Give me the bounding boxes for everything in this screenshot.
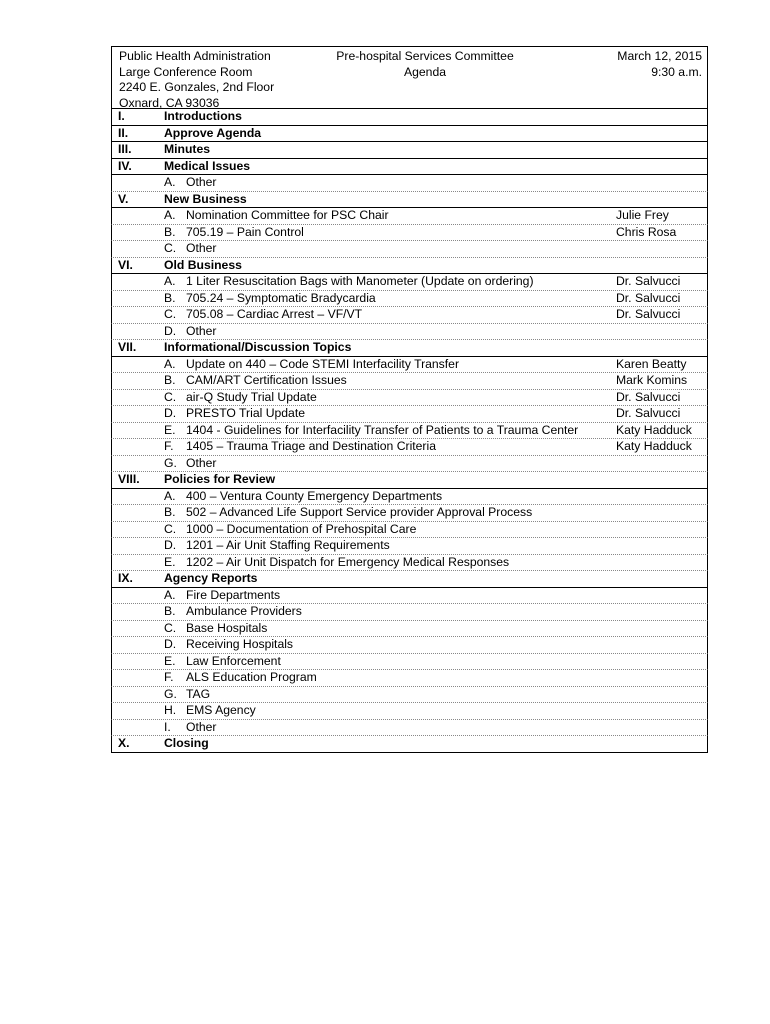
item-presenter: Mark Komins — [616, 373, 688, 387]
item-text: Other — [186, 175, 217, 189]
item-row — [111, 687, 708, 704]
item-letter: D. — [164, 323, 177, 338]
item-row — [111, 406, 708, 423]
item-row — [111, 654, 708, 671]
item-text: Base Hospitals — [186, 620, 268, 635]
item-presenter: Katy Hadduck — [616, 439, 692, 453]
item-row — [111, 637, 708, 654]
section-number: IV. — [118, 158, 132, 173]
item-letter: F. — [164, 439, 174, 453]
title-block — [325, 49, 525, 80]
item-row — [111, 670, 708, 687]
item-letter: A. — [164, 488, 176, 503]
item-letter: H. — [164, 703, 177, 717]
doc-title: Agenda — [403, 64, 447, 79]
item-letter: C. — [164, 620, 177, 635]
item-text: 400 – Ventura County Emergency Departments — [186, 488, 443, 503]
item-presenter: Dr. Salvucci — [616, 290, 681, 305]
item-row — [111, 274, 708, 291]
item-row — [111, 456, 708, 473]
item-presenter: Karen Beatty — [616, 356, 687, 371]
item-letter: I. — [164, 719, 171, 734]
item-text: 1405 – Trauma Triage and Destination Criteria — [186, 439, 436, 453]
section-title: New Business — [164, 191, 247, 206]
item-row — [111, 390, 708, 407]
item-row — [111, 357, 708, 374]
section-row — [111, 109, 708, 126]
item-text: 705.24 – Symptomatic Bradycardia — [186, 290, 376, 305]
item-row — [111, 505, 708, 522]
location-line: Public Health Administration — [119, 49, 271, 63]
section-title: Medical Issues — [164, 158, 251, 173]
item-row — [111, 522, 708, 539]
section-number: VI. — [118, 257, 133, 272]
committee-name: Pre-hospital Services Committee — [336, 49, 514, 63]
item-letter: A. — [164, 356, 176, 371]
item-presenter: Dr. Salvucci — [616, 274, 681, 288]
section-number: VII. — [118, 340, 137, 354]
location-block — [119, 49, 274, 111]
item-letter: D. — [164, 637, 177, 651]
item-presenter: Dr. Salvucci — [616, 406, 681, 420]
section-number: IX. — [118, 571, 133, 585]
item-letter: E. — [164, 554, 176, 569]
section-title: Informational/Discussion Topics — [164, 340, 352, 354]
section-number: I. — [118, 109, 125, 123]
item-row — [111, 241, 708, 258]
item-text: 502 – Advanced Life Support Service provider Approval Process — [186, 505, 533, 519]
section-row — [111, 340, 708, 357]
item-text: 1202 – Air Unit Dispatch for Emergency Medical Responses — [186, 554, 510, 569]
item-text: 1000 – Documentation of Prehospital Care — [186, 521, 417, 536]
section-title: Agency Reports — [164, 571, 258, 585]
item-text: EMS Agency — [186, 703, 256, 717]
item-row — [111, 175, 708, 192]
item-text: CAM/ART Certification Issues — [186, 373, 347, 387]
section-number: II. — [118, 125, 129, 140]
item-letter: C. — [164, 241, 177, 255]
item-letter: B. — [164, 290, 176, 305]
item-text: Ambulance Providers — [186, 604, 302, 618]
section-row — [111, 192, 708, 209]
item-row — [111, 604, 708, 621]
agenda-header — [111, 46, 708, 109]
section-title: Approve Agenda — [164, 125, 262, 140]
section-row — [111, 258, 708, 275]
item-text: Other — [186, 455, 217, 470]
item-row — [111, 307, 708, 324]
item-letter: G. — [164, 686, 177, 701]
item-text: TAG — [186, 686, 211, 701]
section-row — [111, 159, 708, 176]
location-line: Large Conference Room — [119, 64, 253, 79]
section-number: III. — [118, 142, 132, 156]
section-row — [111, 472, 708, 489]
item-letter: A. — [164, 587, 176, 602]
section-row — [111, 571, 708, 588]
section-row — [111, 736, 708, 753]
location-line: 2240 E. Gonzales, 2nd Floor — [119, 80, 275, 94]
item-row — [111, 555, 708, 572]
item-text: Nomination Committee for PSC Chair — [186, 208, 389, 222]
item-row — [111, 291, 708, 308]
section-row — [111, 126, 708, 143]
item-text: 705.08 – Cardiac Arrest – VF/VT — [186, 307, 363, 321]
item-letter: A. — [164, 274, 176, 288]
item-letter: E. — [164, 422, 176, 437]
item-row — [111, 588, 708, 605]
item-text: air-Q Study Trial Update — [186, 389, 317, 404]
item-presenter: Dr. Salvucci — [616, 307, 681, 321]
section-row — [111, 142, 708, 159]
item-row — [111, 703, 708, 720]
item-text: Update on 440 – Code STEMI Interfacility Transfer — [186, 356, 459, 371]
item-row — [111, 324, 708, 341]
section-title: Introductions — [164, 109, 242, 123]
item-letter: D. — [164, 406, 177, 420]
item-text: 1201 – Air Unit Staffing Requirements — [186, 538, 390, 552]
item-presenter: Julie Frey — [616, 208, 669, 222]
section-title: Old Business — [164, 257, 242, 272]
section-number: X. — [118, 736, 130, 750]
item-text: 1 Liter Resuscitation Bags with Manometer (Update on ordering) — [186, 274, 534, 288]
item-text: Other — [186, 323, 217, 338]
section-number: VIII. — [118, 472, 140, 486]
item-row — [111, 538, 708, 555]
meeting-time: 9:30 a.m. — [651, 64, 702, 79]
item-row — [111, 373, 708, 390]
meeting-date: March 12, 2015 — [617, 49, 702, 63]
item-presenter: Katy Hadduck — [616, 422, 692, 437]
item-letter: A. — [164, 208, 176, 222]
item-text: PRESTO Trial Update — [186, 406, 305, 420]
item-row — [111, 720, 708, 737]
item-row — [111, 225, 708, 242]
item-letter: D. — [164, 538, 177, 552]
item-letter: C. — [164, 389, 177, 404]
item-row — [111, 208, 708, 225]
item-row — [111, 621, 708, 638]
item-letter: C. — [164, 521, 177, 536]
agenda-document — [111, 46, 708, 753]
item-letter: B. — [164, 224, 176, 239]
section-title: Policies for Review — [164, 472, 276, 486]
item-row — [111, 423, 708, 440]
item-letter: B. — [164, 373, 176, 387]
item-row — [111, 489, 708, 506]
item-letter: A. — [164, 175, 176, 189]
item-presenter: Dr. Salvucci — [616, 389, 681, 404]
item-letter: E. — [164, 653, 176, 668]
item-text: Other — [186, 719, 217, 734]
item-presenter: Chris Rosa — [616, 224, 677, 239]
item-text: Law Enforcement — [186, 653, 281, 668]
item-letter: B. — [164, 604, 176, 618]
date-block — [617, 49, 702, 80]
agenda-rows — [111, 109, 708, 753]
item-letter: F. — [164, 670, 174, 684]
item-row — [111, 439, 708, 456]
item-letter: C. — [164, 307, 177, 321]
section-number: V. — [118, 191, 129, 206]
item-text: 1404 - Guidelines for Interfacility Transfer of Patients to a Trauma Center — [186, 422, 579, 437]
item-text: 705.19 – Pain Control — [186, 224, 304, 239]
section-title: Closing — [164, 736, 209, 750]
location-line: Oxnard, CA 93036 — [119, 95, 220, 110]
item-text: Other — [186, 241, 217, 255]
section-title: Minutes — [164, 142, 211, 156]
item-text: Receiving Hospitals — [186, 637, 294, 651]
item-letter: B. — [164, 505, 176, 519]
item-text: Fire Departments — [186, 587, 281, 602]
item-text: ALS Education Program — [186, 670, 317, 684]
item-letter: G. — [164, 455, 177, 470]
